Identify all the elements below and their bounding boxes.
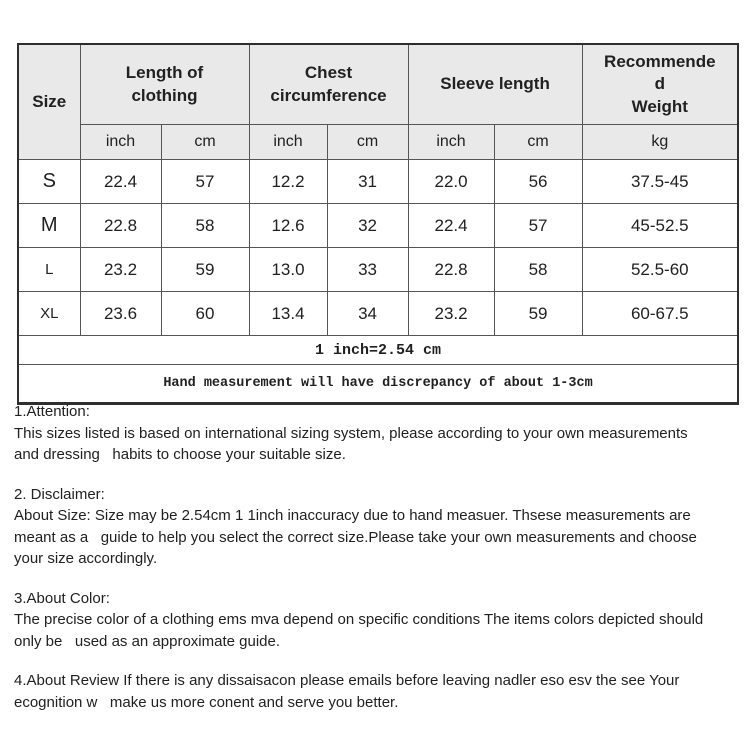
unit-header-chest-inch: inch xyxy=(249,125,327,160)
note-attention: 1.Attention: This sizes listed is based on international sizing system, please according to your own measurements and dressing habits to choose your suitable size. xyxy=(14,403,688,463)
sleeve-cm-value: 57 xyxy=(494,204,582,248)
size-row-m xyxy=(18,204,738,248)
notes-section xyxy=(14,401,738,731)
col-header-size: Size xyxy=(18,44,80,160)
table-header-units-row xyxy=(18,125,738,160)
table-header xyxy=(18,44,738,160)
size-label: M xyxy=(18,204,80,248)
size-row-s xyxy=(18,160,738,204)
chest-cm-value: 31 xyxy=(327,160,408,204)
note-about-color: 3.About Color: The precise color of a clothing ems mva depend on specific conditions The items colors depicted should only be used as an approximate guide. xyxy=(14,589,704,650)
sleeve-inch-value: 22.0 xyxy=(408,160,494,204)
size-row-xl xyxy=(18,292,738,336)
sleeve-cm-value: 59 xyxy=(494,292,582,336)
size-label: XL xyxy=(18,292,80,336)
chest-inch-value: 13.4 xyxy=(249,292,327,336)
length-cm-value: 60 xyxy=(161,292,249,336)
unit-header-sleeve-cm: cm xyxy=(494,125,582,160)
footnote-hand-measurement: Hand measurement will have discrepancy of about 1-3cm xyxy=(18,365,738,404)
length-inch-value: 22.4 xyxy=(80,160,161,204)
length-inch-value: 23.6 xyxy=(80,292,161,336)
sleeve-inch-value: 22.8 xyxy=(408,248,494,292)
length-inch-value: 22.8 xyxy=(80,204,161,248)
table-header-main-row xyxy=(18,44,738,125)
col-header-length-of-clothing: Length of clothing xyxy=(80,44,249,125)
weight-kg-value: 60-67.5 xyxy=(582,292,738,336)
size-table xyxy=(17,43,739,405)
chest-cm-value: 32 xyxy=(327,204,408,248)
chest-inch-value: 12.6 xyxy=(249,204,327,248)
unit-header-weight-kg: kg xyxy=(582,125,738,160)
chest-cm-value: 33 xyxy=(327,248,408,292)
col-header-sleeve-length: Sleeve length xyxy=(408,44,582,125)
length-cm-value: 58 xyxy=(161,204,249,248)
sleeve-cm-value: 56 xyxy=(494,160,582,204)
footnote-row-conversion xyxy=(18,336,738,365)
note-about-review: 4.About Review If there is any dissaisacon please emails before leaving nadler eso esv the see Your ecognition w make us more conent and serve you better. xyxy=(14,672,680,711)
size-label: S xyxy=(18,160,80,204)
unit-header-length-cm: cm xyxy=(161,125,249,160)
unit-header-chest-cm: cm xyxy=(327,125,408,160)
note-disclaimer: 2. Disclaimer: About Size: Size may be 2.54cm 1 1inch inaccuracy due to hand measuer. Thsese measurements are meant as a guide to help you select the correct size.Please take your own measurements and choose your size accordingly. xyxy=(14,485,697,567)
weight-kg-value: 37.5-45 xyxy=(582,160,738,204)
chest-cm-value: 34 xyxy=(327,292,408,336)
unit-header-sleeve-inch: inch xyxy=(408,125,494,160)
sleeve-inch-value: 23.2 xyxy=(408,292,494,336)
weight-kg-value: 52.5-60 xyxy=(582,248,738,292)
chest-inch-value: 13.0 xyxy=(249,248,327,292)
col-header-recommended-weight: Recommende d Weight xyxy=(582,44,738,125)
length-cm-value: 59 xyxy=(161,248,249,292)
size-row-l xyxy=(18,248,738,292)
length-inch-value: 23.2 xyxy=(80,248,161,292)
chest-inch-value: 12.2 xyxy=(249,160,327,204)
col-header-chest-circumference: Chest circumference xyxy=(249,44,408,125)
sleeve-inch-value: 22.4 xyxy=(408,204,494,248)
unit-header-length-inch: inch xyxy=(80,125,161,160)
size-label: L xyxy=(18,248,80,292)
table-footnotes xyxy=(18,336,738,404)
table-body xyxy=(18,160,738,336)
sleeve-cm-value: 58 xyxy=(494,248,582,292)
footnote-row-measurement xyxy=(18,365,738,404)
weight-kg-value: 45-52.5 xyxy=(582,204,738,248)
footnote-inch-conversion: 1 inch=2.54 cm xyxy=(18,336,738,365)
length-cm-value: 57 xyxy=(161,160,249,204)
